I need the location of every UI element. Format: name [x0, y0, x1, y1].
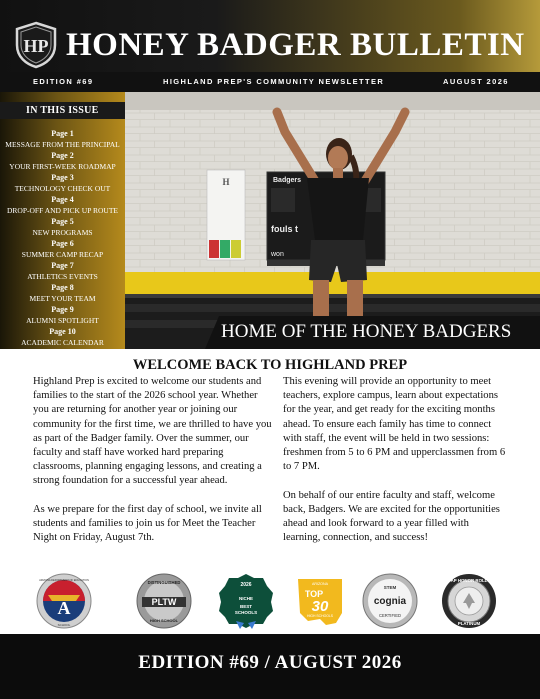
az-badge-letter: A: [57, 598, 71, 618]
toc-page: Page 9: [51, 305, 74, 314]
article-column-right: [283, 375, 508, 560]
toc-item[interactable]: [0, 128, 125, 150]
banner-letter: H: [222, 177, 230, 187]
toc-page: Page 6: [51, 239, 74, 248]
toc-title: ATHLETICS EVENTS: [27, 272, 98, 281]
scoreboard-won: won: [271, 251, 284, 258]
header-banner: [0, 0, 540, 72]
toc-item[interactable]: [0, 304, 125, 326]
niche-line2: SCHOOLS: [234, 610, 258, 615]
az-badge-bottom: SCHOOL: [57, 623, 71, 627]
article-column-left: [33, 375, 273, 560]
ap-ring: AP HONOR ROLL: [450, 578, 488, 583]
top-30-high-schools-badge: [292, 573, 348, 629]
gym-illustration: [125, 92, 540, 349]
toc-item[interactable]: [0, 238, 125, 260]
scoreboard-team: Badgers: [273, 177, 302, 184]
hero-photo: [125, 92, 540, 349]
scoreboard-fouls: fouls t: [271, 224, 298, 234]
toc-item[interactable]: [0, 282, 125, 304]
toc-title: SUMMER CAMP RECAP: [21, 250, 104, 259]
photo-caption: HOME OF THE HONEY BADGERS: [221, 321, 512, 342]
niche-brand: NICHE: [238, 596, 254, 601]
az-department-of-education-badge: [36, 573, 92, 629]
toc-page: Page 5: [51, 217, 74, 226]
toc-title: TECHNOLOGY CHECK OUT: [14, 184, 111, 193]
footer-bar: [0, 634, 540, 699]
pltw-top: DISTINGUISHED: [147, 580, 181, 585]
ap-honor-roll-badge: [441, 573, 497, 629]
tagline: HIGHLAND PREP'S COMMUNITY NEWSLETTER: [163, 77, 385, 86]
az-badge-ring-text: ARIZONA DEPARTMENT OF EDUCATION: [39, 579, 89, 582]
article-paragraph: As we prepare for the first day of school, we invite all students and families to join us for Meet the Teacher Night on Friday, August 7th.: [33, 503, 262, 544]
top30-num: 30: [311, 598, 329, 615]
toc-heading: IN THIS ISSUE: [26, 105, 99, 116]
toc-page: Page 4: [51, 195, 74, 204]
article-paragraph: On behalf of our entire faculty and staff, welcome back, Badgers. We are excited for the opportunities ahead and look forward to a year filled with learning, connection, and success!: [283, 489, 500, 544]
top30-top: ARIZONA: [312, 582, 328, 586]
article-paragraph: This evening will provide an opportunity to meet teachers, explore campus, learn about expectations for the year, and get ready for the exciting months ahead. To ensure each family has time to connect with staff, the event will be held in two sessions: freshmen from 5 to 6 PM and upperclassmen from 6 to 7 PM.: [283, 376, 506, 473]
logo-letters: HP: [23, 36, 49, 56]
cognia-bottom: CERTIFIED: [378, 613, 402, 618]
in-this-issue-panel: [0, 92, 125, 349]
cognia-top: STEM: [383, 585, 397, 590]
pltw-bottom: HIGH SCHOOL: [149, 618, 179, 623]
niche-best-schools-badge: [218, 573, 274, 629]
footer-edition: EDITION #69 / AUGUST 2026: [138, 652, 402, 673]
edition-label: EDITION #69: [33, 77, 94, 86]
top30-main: TOP: [304, 589, 324, 599]
toc-title: DROP-OFF AND PICK UP ROUTE: [7, 206, 118, 215]
school-shield-logo: [14, 21, 58, 69]
newsletter-title: HONEY BADGER BULLETIN: [66, 27, 525, 63]
toc-item[interactable]: [0, 150, 125, 172]
toc-page: Page 3: [51, 173, 74, 182]
edition-bar: [0, 72, 540, 92]
toc-title: MESSAGE FROM THE PRINCIPAL: [5, 140, 120, 149]
top30-bottom: HIGH SCHOOLS: [307, 614, 333, 618]
ap-bottom: PLATINUM: [457, 621, 481, 626]
article-title: WELCOME BACK TO HIGHLAND PREP: [132, 357, 408, 373]
toc-item[interactable]: [0, 172, 125, 194]
toc-page: Page 2: [51, 151, 74, 160]
toc-item[interactable]: [0, 326, 125, 348]
niche-line1: BEST: [239, 604, 253, 609]
photo-caption-text-wrap: [205, 316, 540, 349]
toc-page: Page 1: [51, 129, 74, 138]
toc-title: NEW PROGRAMS: [32, 228, 93, 237]
toc-title: ACADEMIC CALENDAR: [21, 338, 104, 347]
pltw-main: PLTW: [151, 597, 177, 607]
pltw-distinguished-badge: [136, 573, 192, 629]
toc-title: MEET YOUR TEAM: [29, 294, 96, 303]
toc-page: Page 10: [49, 327, 76, 336]
toc-title: YOUR FIRST-WEEK ROADMAP: [9, 162, 116, 171]
toc-title: ALUMNI SPOTLIGHT: [26, 316, 99, 325]
toc-page: Page 7: [51, 261, 74, 270]
cognia-main: cognia: [373, 596, 407, 607]
toc-item[interactable]: [0, 194, 125, 216]
article-paragraph: Highland Prep is excited to welcome our students and families to the start of the 2026 school year. Whether you are returning for another year or joining our community for the first time, we are thrilled to have you as part of the Badger family. Over the summer, our faculty and staff have worked hard preparing classrooms, planning engaging lessons, and creating a strong foundation for a successful year ahead.: [33, 376, 272, 487]
issue-date: AUGUST 2026: [443, 77, 509, 86]
toc-page: Page 8: [51, 283, 74, 292]
toc-item[interactable]: [0, 260, 125, 282]
cognia-stem-certified-badge: [362, 573, 418, 629]
toc-heading-bar: [0, 102, 125, 119]
toc-item[interactable]: [0, 216, 125, 238]
niche-year: 2026: [240, 582, 252, 588]
